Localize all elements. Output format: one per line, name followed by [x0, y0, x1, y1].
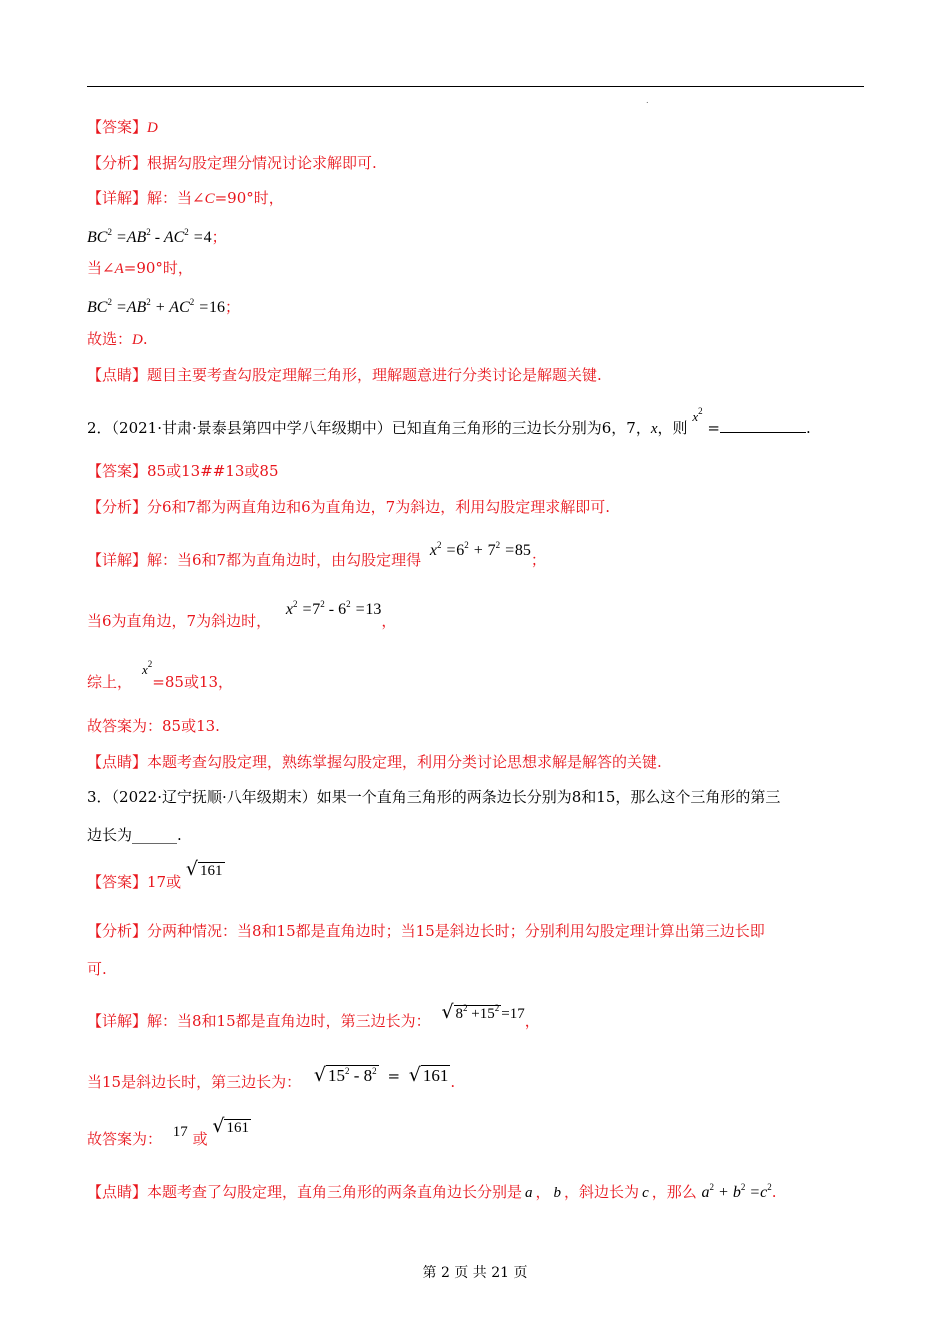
- q1-analysis: 【分析】根据勾股定理分情况讨论求解即可.: [87, 154, 377, 172]
- q3-answer: 【答案】17或 √ 161: [87, 858, 223, 891]
- q1-equation-1: $BC^2 =AB^2 - AC^2 =4$；: [87, 227, 227, 246]
- q2-comment: 【点睛】本题考查勾股定理，熟练掌握勾股定理，利用分类讨论思想求解是解答的关键.: [87, 753, 662, 771]
- q2-case-2: 当6为直角边，7为斜边时， $x^2 =7^2 - 6^2 =13$，: [87, 599, 397, 630]
- q3-stem-2: 边长为______.: [87, 826, 182, 844]
- q1-detail: 【详解】解：当∠C=90°时，: [87, 189, 284, 207]
- page-footer: 第 2 页 共 21 页: [422, 1265, 528, 1281]
- q1-case-2: 当∠A=90°时，: [87, 259, 193, 277]
- q3-analysis-2: 可.: [87, 960, 107, 978]
- q1-choice: 故选：D.: [87, 330, 148, 348]
- q2-stem: 2．（2021·甘肃·景泰县第四中学八年级期中）已知直角三角形的三边长分别为6，7，x，则 $x^2$ = .: [87, 406, 811, 437]
- q3-answer-radical: √ 161: [185, 858, 223, 880]
- q3-stem: 3．（2022·辽宁抚顺·八年级期末）如果一个直角三角形的两条边长分别为8和15，那么这个三角形的第三: [87, 788, 781, 806]
- q3-analysis: 【分析】分两种情况：当8和15都是直角边时；当15是斜边长时；分别利用勾股定理计算出第三边长即: [87, 922, 765, 940]
- q2-summary: 综上，$x^2=85$或13，: [87, 659, 234, 691]
- q2-final: 故答案为：85或13.: [87, 717, 220, 735]
- q1-equation-2: $BC^2 =AB^2 + AC^2 =16$；: [87, 297, 241, 316]
- q2-answer: 【答案】85或13##13或85: [87, 462, 279, 480]
- q3-final: 故答案为： 17 或 √ 161: [87, 1115, 249, 1148]
- q3-detail: 【详解】解：当8和15都是直角边时，第三边长为： √ $8^2 +15^2 =17$，: [87, 1001, 540, 1030]
- header-rule: [87, 86, 864, 87]
- q2-detail: 【详解】解：当6和7都为直角边时，由勾股定理得 $x^2 =6^2 + 7^2 =85$；: [87, 540, 546, 569]
- q2-analysis: 【分析】分6和7都为两直角边和6为直角边，7为斜边，利用勾股定理求解即可.: [87, 498, 610, 516]
- q1-answer: 【答案】D: [87, 118, 158, 136]
- header-dot: .: [646, 96, 649, 105]
- q2-answer-blank[interactable]: [720, 418, 806, 433]
- q3-case-2: 当15是斜边长时，第三边长为： √ $15^2 - 8^2$ = √ 161 .: [87, 1064, 456, 1091]
- q3-comment: 【点睛】本题考查了勾股定理，直角三角形的两条直角边长分别是 a ， b ，斜边长为 c ，那么 $a^2 + b^2 =c^2$.: [87, 1182, 777, 1201]
- q1-comment: 【点睛】题目主要考查勾股定理解三角形，理解题意进行分类讨论是解题关键.: [87, 366, 602, 384]
